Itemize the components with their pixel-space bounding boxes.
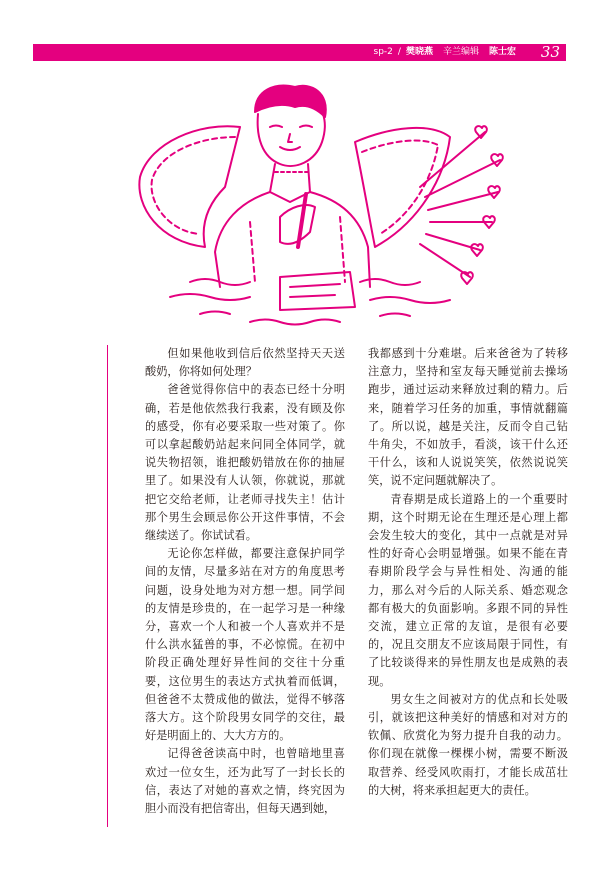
page-number: 33 bbox=[540, 43, 560, 61]
article-column-left bbox=[145, 345, 345, 818]
role-label: 辛兰编辑 bbox=[442, 47, 479, 57]
paragraph-continuation: 我都感到十分难堪。后来爸爸为了转移注意力，坚持和室友每天睡觉前去操场跑步，通过运动来释放过剩的精力。后来，随着学习任务的加重，事情就翻篇了。所以说，越是关注，反而令自己钻牛角尖，不如放手，看淡，该干什么还干什么，该和人说说笑笑，依然说说笑笑，说不定问题就解决了。 bbox=[368, 347, 568, 488]
heart-arrows bbox=[420, 126, 503, 284]
paragraph: 记得爸爸读高中时，也曾暗地里喜欢过一位女生，还为此写了一封长长的信，表达了对她的喜欢之情，终究因为胆小而没有把信寄出，但每天遇到她， bbox=[145, 747, 345, 816]
paragraph: 爸爸觉得你信中的表态已经十分明确，若是他依然我行我素，没有顾及你的感受，你有必要采取一些对策了。你可以拿起酸奶站起来问同全体同学，就说失物招领，谁把酸奶错放在你的抽屉里了。如果没有人认领，你就说，那就把它交给老师，让老师寻找失主！估计那个男生会顾忌你公开这件事情，不会继续送了。你试试看。 bbox=[145, 383, 345, 543]
paragraph: 青春期是成长道路上的一个重要时期，这个时期无论在生理还是心理上都会发生较大的变化，其中一点就是对异性的好奇心会明显增强。如果不能在青春期阶段学会与异性相处、沟通的能力，那么对今后的人际关系、婚恋观念都有极大的负面影响。多跟不同的异性交流，建立正常的友谊，是很有必要的，况且交朋友不应该局限于同性，有了比较谈得来的异性朋友也是成熟的表现。 bbox=[368, 492, 568, 688]
article-column-right bbox=[368, 345, 568, 800]
paragraph: 男女生之间被对方的优点和长处吸引，就该把这种美好的情感和对对方的钦佩、欣赏化为努力提升自我的动力。你们现在就像一棵棵小树，需要不断汲取营养、经受风吹雨打，才能长成茁壮的大树，将来承担起更大的责任。 bbox=[368, 692, 568, 797]
paragraph: 无论你怎样做，都要注意保护同学间的友情，尽量多站在对方的角度思考问题，设身处地为对方想一想。同学间的友情是珍贵的，在一起学习是一种缘分，喜欢一个人和被一个人喜欢并不是什么洪水猛兽的事，不必惊慌。在初中阶段正确处理好异性间的交往十分重要，这位男生的表达方式执着而低调，但爸爸不太赞成他的做法，觉得不够落落大方。这个阶段男女同学的交往，最好是明面上的、大大方方的。 bbox=[145, 547, 345, 743]
header-bar bbox=[33, 44, 566, 61]
editor-name: 陈士宏 bbox=[488, 47, 516, 57]
margin-rule bbox=[107, 345, 108, 827]
paragraph: 但如果他收到信后依然坚持天天送酸奶，你将如何处理？ bbox=[145, 347, 345, 379]
man-in-water-holding-letter-illustration bbox=[130, 82, 510, 337]
section-label: sp-2 bbox=[373, 47, 393, 57]
author-name: 樊晓燕 bbox=[405, 47, 433, 57]
header-credits: sp-2 / 樊晓燕 辛兰编辑 陈士宏 bbox=[373, 47, 516, 57]
